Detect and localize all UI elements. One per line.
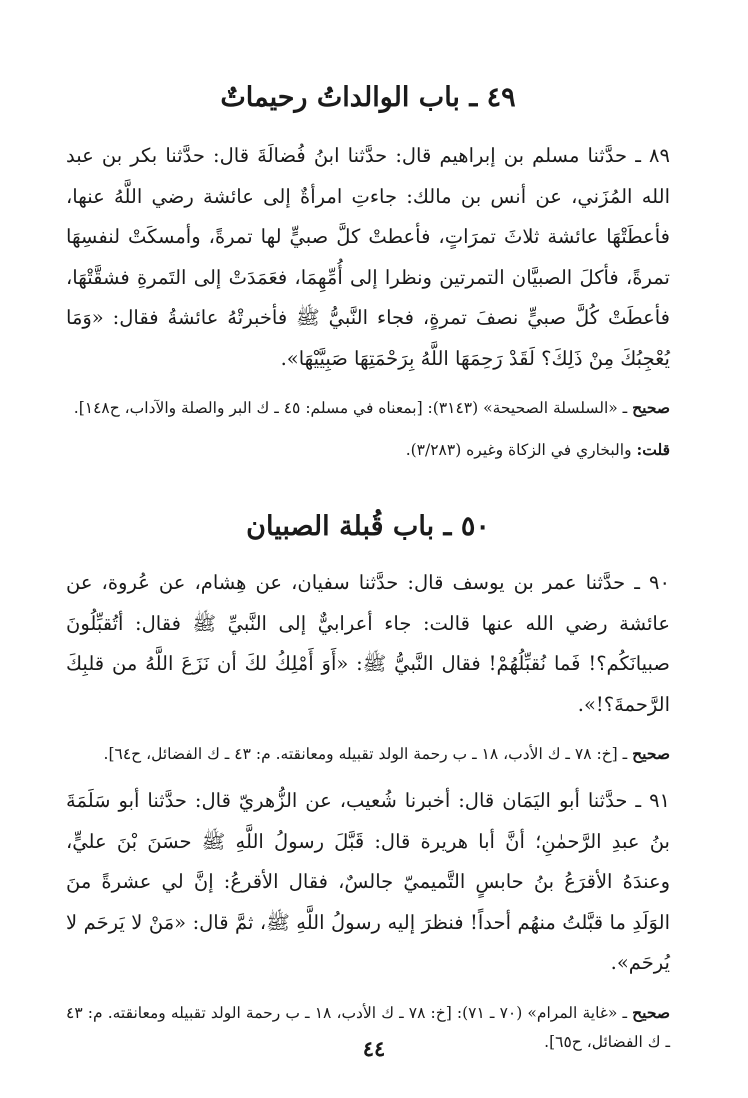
grading-note-90 (66, 739, 670, 769)
hadith-text: ـ حدَّثنا أبو اليَمَان قال: أخبرنا شُعيب، عن الزُّهريّ قال: حدَّثنا أبو سَلَمَةَ بنُ عبدِ الرَّحمٰنِ؛ أنَّ أبا هريرة قال: قَبَّلَ رسولُ اللَّهِ ﷺ حسَنَ بْنَ عليٍّ، وعندَهُ الأقرَعُ بنُ حابسٍ التَّميميّ جالسٌ، فقال الأقرعُ: إنَّ لي عشرةً منَ الوَلَدِ ما قبَّلتُ منهُم أحداً! فنظرَ إليه رسولُ اللَّهِ ﷺ، ثمَّ قال: «مَنْ لا يَرحَم لا يُرحَم». (66, 789, 670, 974)
hadith-number: ٨٩ (649, 144, 670, 167)
hadith-number: ٩٠ (649, 571, 670, 594)
hadith-89 (66, 136, 670, 379)
grade-label: صحيح (632, 744, 670, 763)
hadith-90 (66, 563, 670, 725)
chapter-heading-50: ٥٠ ـ باب قُبلة الصبيان (246, 511, 490, 542)
author-comment-89 (66, 435, 670, 465)
comment-text: والبخاري في الزكاة وغيره (٣/٢٨٣). (405, 441, 632, 459)
grade-label: صحيح (632, 398, 670, 417)
hadith-text: ـ حدَّثنا عمر بن يوسف قال: حدَّثنا سفيان، عن هِشام، عن عُروة، عن عائشة رضي الله عنها قالت: جاء أعرابيٌّ إلى النَّبيِّ ﷺ فقال: أتُقبِّلُونَ صبيانَكُم؟! فَما نُقبِّلُهُمْ! فقال النَّبيُّ ﷺ: «أَوَ أَمْلِكُ لكَ أن نَزَعَ اللَّهُ من قلبِكَ الرَّحمةَ؟!». (66, 571, 670, 716)
grading-note-89 (66, 393, 670, 423)
page-number: ٤٤ (362, 1036, 386, 1061)
grade-text: ـ [خ: ٧٨ ـ ك الأدب، ١٨ ـ ب رحمة الولد تقبيله ومعانقته. م: ٤٣ ـ ك الفضائل، ح٦٤]. (103, 745, 628, 763)
comment-label: قلت: (636, 440, 670, 459)
hadith-91 (66, 781, 670, 984)
chapter-heading-49: ٤٩ ـ باب الوالداتُ رحيماتٌ (220, 82, 516, 113)
hadith-number: ٩١ (649, 789, 671, 812)
grade-text: ـ «غاية المرام» (٧٠ ـ ٧١): [خ: ٧٨ ـ ك الأدب، ١٨ ـ ب رحمة الولد تقبيله ومعانقته. م: ٤٣ ـ ك الفضائل، ح٦٥]. (66, 1003, 670, 1051)
hadith-text: ـ حدَّثنا مسلم بن إبراهيم قال: حدَّثنا ابنُ فُضالَةَ قال: حدَّثنا بكر بن عبد الله المُزَني، عن أنس بن مالك: جاءتِ امرأةٌ إلى عائشة رضي اللَّهُ عنها، فأعطَتْهَا عائشة ثلاثَ تمرَاتٍ، فأعطتْ كلَّ صبيٍّ لها تمرةً، وأمسكَتْ لنفسِهَا تمرةً، فأكلَ الصبيَّان التمرتين ونظرا إلى أُمِّهِمَا، فعَمَدَتْ إلى التَمرةِ فشقَّتْهَا، فأعطَتْ كُلَّ صبيٍّ نصفَ تمرةٍ، فجاء النَّبيُّ ﷺ فأخبرتْهُ عائشةُ فقال: «وَمَا يُعْجِبُكَ مِنْ ذَلِكَ؟ لَقَدْ رَحِمَهَا اللَّهُ بِرَحْمَتِهَا صَبِيَّيْهَا». (66, 144, 670, 370)
grade-text: ـ «السلسلة الصحيحة» (٣١٤٣): [بمعناه في مسلم: ٤٥ ـ ك البر والصلة والآداب، ح١٤٨]. (73, 399, 628, 417)
grade-label: صحيح (632, 1002, 670, 1022)
